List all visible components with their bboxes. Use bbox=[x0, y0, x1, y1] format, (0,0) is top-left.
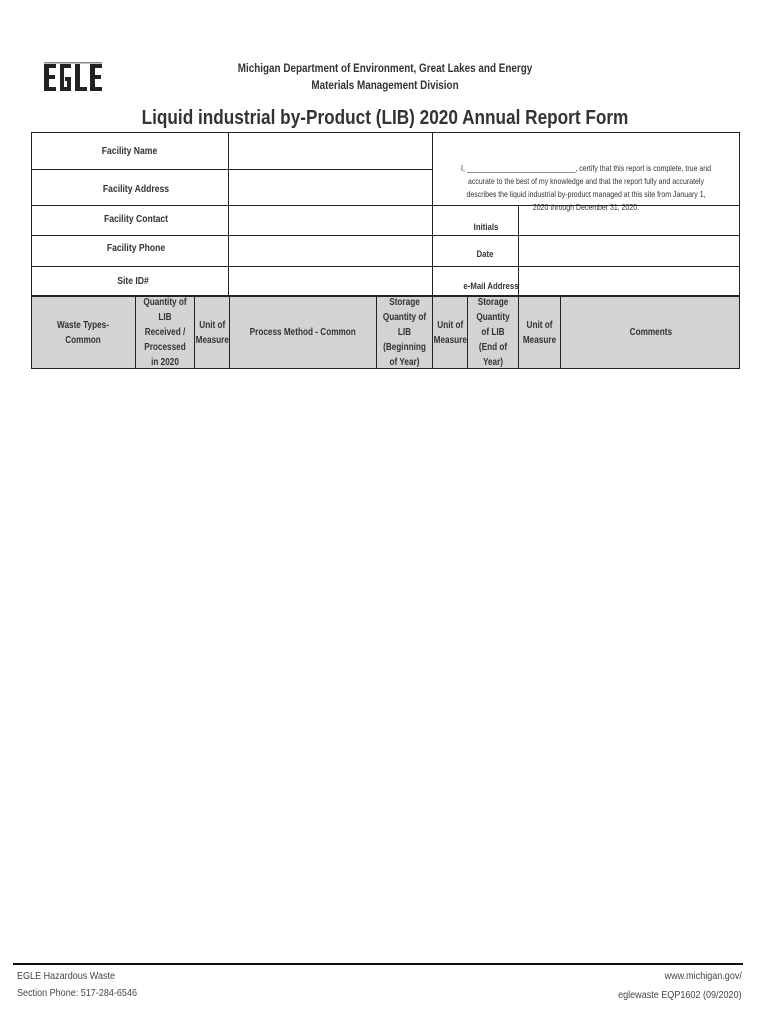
site-id-field[interactable] bbox=[229, 267, 431, 295]
date-field[interactable] bbox=[519, 236, 739, 265]
facility-contact-field[interactable] bbox=[229, 206, 431, 234]
col-quantity-received: Quantity of LIB Received / Processed in 2020 bbox=[135, 296, 194, 369]
facility-name-label: Facility Name bbox=[101, 145, 158, 157]
form-title: Liquid industrial by-Product (LIB) 2020 Annual Report Form bbox=[141, 107, 629, 129]
col-waste-types: Waste Types-Common bbox=[57, 319, 109, 346]
initials-field[interactable] bbox=[519, 206, 739, 234]
division-name: Materials Management Division bbox=[311, 80, 459, 92]
facility-address-label: Facility Address bbox=[102, 183, 170, 195]
footer-divider bbox=[13, 963, 743, 965]
facility-phone-field[interactable] bbox=[229, 236, 431, 265]
date-label: Date bbox=[476, 249, 494, 260]
certification-statement: I, ____________________________, certify that this report is complete, true and accurate to the best of my knowledge and that the report fully and accurately describes the liquid industrial by-product managed at this site from January 1, 2020 through December 31, 2020. bbox=[461, 163, 711, 212]
email-field[interactable] bbox=[519, 267, 739, 295]
col-unit-of-measure-3: Unit of Measure bbox=[518, 296, 560, 369]
col-unit-of-measure-1: Unit of Measure bbox=[194, 296, 229, 369]
facility-contact-label: Facility Contact bbox=[103, 213, 169, 225]
department-name: Michigan Department of Environment, Great Lakes and Energy bbox=[237, 63, 533, 75]
col-comments: Comments bbox=[560, 296, 740, 369]
facility-phone-label: Facility Phone bbox=[106, 242, 166, 254]
col-storage-end: Storage Quantity of LIB (End of Year) bbox=[467, 296, 518, 369]
footer-phone: Section Phone: 517-284-6546 bbox=[17, 987, 137, 999]
facility-address-field[interactable] bbox=[229, 170, 431, 204]
footer-website[interactable]: www.michigan.gov/ bbox=[664, 970, 742, 982]
site-id-label: Site ID# bbox=[117, 275, 149, 287]
facility-name-field[interactable] bbox=[229, 133, 431, 168]
col-unit-of-measure-2: Unit of Measure bbox=[432, 296, 467, 369]
footer-form-id: eglewaste EQP1602 (09/2020) bbox=[618, 989, 742, 1001]
col-storage-beginning: Storage Quantity of LIB (Beginning of Year) bbox=[376, 296, 432, 369]
footer-org: EGLE Hazardous Waste bbox=[17, 970, 116, 982]
email-label: e-Mail Address bbox=[463, 281, 519, 292]
initials-label: Initials bbox=[473, 222, 499, 233]
egle-logo bbox=[42, 62, 104, 94]
col-process-method: Process Method - Common bbox=[229, 296, 376, 369]
